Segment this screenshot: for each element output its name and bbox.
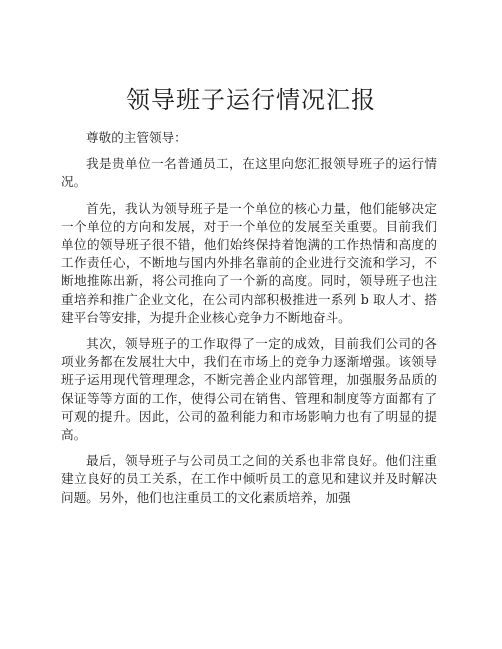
paragraph-last: 最后，领导班子与公司员工之间的关系也非常良好。他们注重建立良好的员工关系，在工作中倾听员工的意见和建议并及时解决问题。另外，他们也注重员工的文化素质培养，加强: [61, 453, 437, 505]
paragraph-first: 首先，我认为领导班子是一个单位的核心力量，他们能够决定一个单位的方向和发展，对于一个单位的发展至关重要。目前我们单位的领导班子很不错，他们始终保持着饱满的工作热情和高度的工作责任心，不断地与国内外排名靠前的企业进行交流和学习，不断地推陈出新，将公司推向了一个新的高度。同时，领导班子也注重培养和推广企业文化，在公司内部积极推进一系列 b 取人才、搭建平台等安排，为提升企业核心竞争力不断地奋斗。: [61, 200, 437, 325]
paragraph-intro: 我是贵单位一名普通员工，在这里向您汇报领导班子的运行情况。: [61, 156, 437, 190]
document-body: [61, 129, 437, 515]
paragraph-second: 其次，领导班子的工作取得了一定的成效，目前我们公司的各项业务都在发展壮大中，我们在市场上的竞争力逐渐增强。该领导班子运用现代管理理念，不断完善企业内部管理，加强服务品质的保证等等方面的工作，使得公司在销售、管理和制度等方面都有了可观的提升。因此，公司的盈利能力和市场影响力也有了明显的提高。: [61, 336, 437, 443]
salutation: 尊敬的主管领导：: [86, 130, 187, 145]
document-title: 领导班子运行情况汇报: [126, 86, 376, 114]
